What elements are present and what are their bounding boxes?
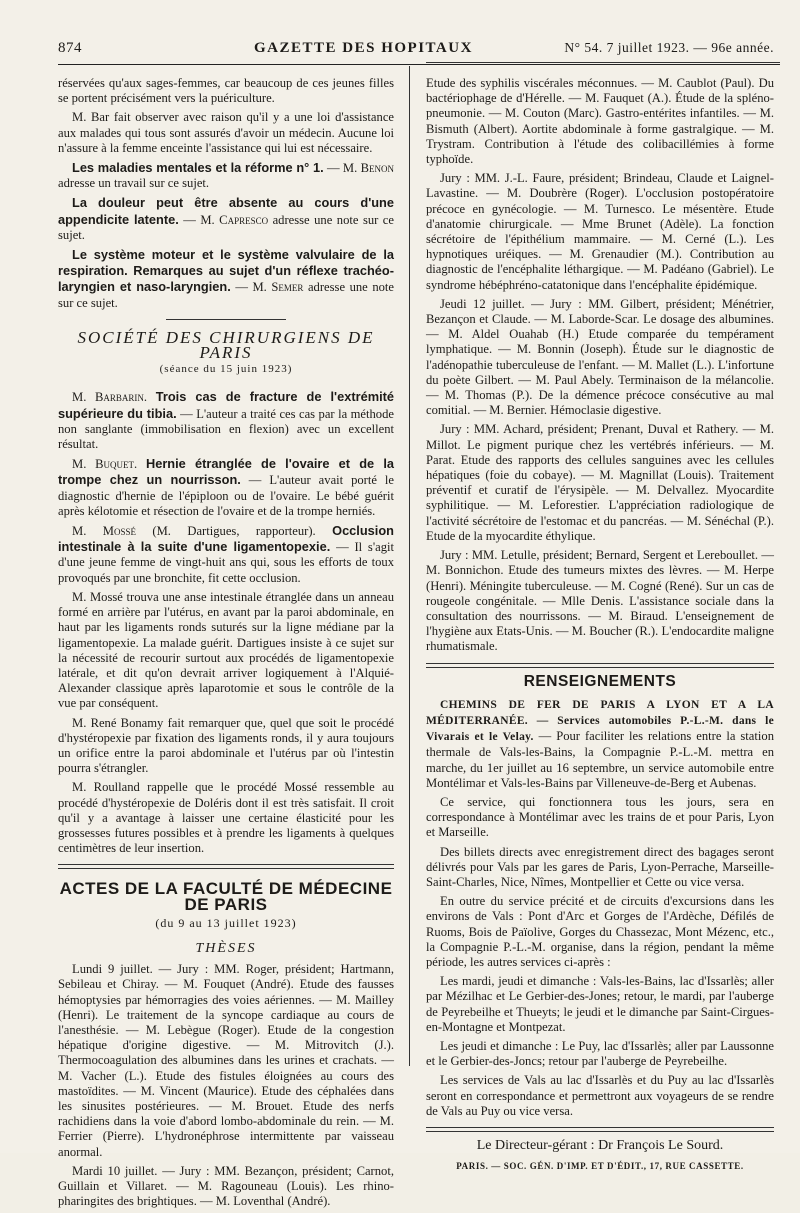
item-title: Trois cas de fracture de l'extrémité supérieure du tibia. [58, 389, 395, 421]
page-header [58, 40, 786, 64]
paragraph: Le système moteur et le système valvulaire de la respiration. Remarques au sujet d'un réflexe trachéo-laryngien et naso-laryngien. — M. Semer adresse une note sur ce sujet. [58, 247, 395, 310]
paragraph: Lundi 9 juillet. — Jury : MM. Roger, président; Hartmann, Sebileau et Chiray. — M. Fouquet (André). Etude des fausses hémoptysies par hémorragies des voies aériennes. — M. Mailley (Henri). Le traitement de la syncope cardiaque au cours de l'anesthésie. — M. Lebègue (Roger). Etude de la congestion hépatique d'origine digestive. — M. Mitrovitch (J.). Thermocoagulation des albumines dans les urines et crachats. — M. Vacher (L.). Etude des fistules éloignées au cours des mastoïdites. — M. Vincent (Maurice). Etude des céphalées dans les sinusites postérieures. — M. Brouet. Etude des nerfs rachidiens dans la voie d'abord lombo-abdominale du rein. — M. Ferrier (Pierre). L'hydronéphrose intermittente par vaisseau anormal. [58, 962, 394, 1159]
section-title: ACTES DE LA FACULTÉ DE MÉDECINE DE PARIS [59, 879, 393, 914]
item-title: Les maladies mentales et la réforme n° 1. [72, 160, 324, 176]
paragraph: réservées qu'aux sages-femmes, car beaucoup de ces jeunes filles se portent précisément vers la puériculture. [58, 76, 394, 106]
paragraph: M. Barbarin. Trois cas de fracture de l'extrémité supérieure du tibia. — L'auteur a traité ces cas par la méthode non sanglante (immobilisation en flexion) avec un excellent résultat. [58, 389, 395, 452]
journal-title: GAZETTE DES HOPITAUX [254, 40, 473, 56]
section-rule [166, 319, 286, 320]
paragraph: M. Mossé trouva une anse intestinale étranglée dans un anneau formé en arrière par l'utérus, en avant par la paroi abdominale, en haut par les ligaments ronds suturés sur la ligne médiane par la ligamentopexie. La malade guérit. Dartigues insiste à ce sujet sur la nécessité de recourir surtout aux procédés de ligamentopexie latérale, et dit qu'on devrait arriver logiquement à l'Alquié-Alexander classique après laparotomie et sous le contrôle de la vue par conséquent. [58, 589, 394, 711]
section-rule [426, 663, 774, 668]
paragraph [426, 697, 774, 791]
item-text: — L'auteur avait porté le diagnostic d'hernie de l'épiploon ou de l'ovaire. Le bébé guérit après kélotomie et résection de l'ovaire et de la trompe herniés. [58, 473, 394, 518]
paragraph: Les mardi, jeudi et dimanche : Vals-les-Bains, lac d'Issarlès; aller par Mézilhac et Le Gerbier-des-Jones; retour, le mardi, par l'auberge de Peyrebeilhe et Thueyts; le jeudi et le dimanche par Saint-Cirgues-en-Montagne et Montpezat. [426, 974, 774, 1034]
reporter: (M. Dartigues, rapporteur). [152, 524, 316, 539]
paragraph: Ce service, qui fonctionnera tous les jours, sera en correspondance à Montélimar avec les trains de et pour Paris, Lyon et Marseille. [426, 794, 774, 840]
paragraph: En outre du service précité et de circuits d'excursions dans les environs de Vals : Pont d'Arc et Gorges de l'Ardèche, Défilés de Ruoms, Bois de Païolive, Gorges du Chassezac, Mont Mézenc, etc., la Compagnie P.-L.-M. organise, dans la région, pendant la même période, les autres services ci-après : [426, 894, 774, 969]
item-title: La douleur peut être absente au cours d'une appendicite latente. [58, 195, 394, 227]
subsection-title: THÈSES [195, 940, 257, 956]
author-name: Barbarin [95, 390, 144, 405]
section-title: RENSEIGNEMENTS [523, 672, 677, 690]
section-subtitle: (séance du 15 juin 1923) [159, 363, 293, 376]
paragraph: La douleur peut être absente au cours d'une appendicite latente. — M. Capresco adresse une note sur ce sujet. [58, 195, 394, 242]
section-rule [58, 864, 394, 869]
author-name: Semer [271, 280, 304, 295]
paragraph: Les maladies mentales et la réforme n° 1. — M. Benon adresse un travail sur ce sujet. [58, 160, 394, 191]
author-name: Capresco [219, 212, 269, 227]
paragraph: M. Buquet. Hernie étranglée de l'ovaire et de la trompe chez un nourrisson. — L'auteur avait porté le diagnostic d'hernie de l'épiploon ou de l'ovaire. Le bébé guérit après kélotomie et résection de l'ovaire et de la trompe herniés. [58, 456, 395, 518]
item-text: adresse une note sur ce sujet. [58, 212, 394, 242]
printer-line: PARIS. — SOC. GÉN. D'IMP. ET D'ÉDIT., 17, RUE CASSETTE. [456, 1161, 744, 1172]
item-title: Hernie étranglée de l'ovaire et de la trompe chez un nourrisson. [58, 456, 395, 488]
column-divider [409, 66, 410, 1066]
item-text: adresse une note sur ce sujet. [58, 280, 395, 310]
item-title: Occlusion intestinale à la suite d'une ligamentopexie. [58, 523, 394, 555]
header-rule [58, 64, 780, 65]
item-title: Le système moteur et le système valvulaire de la respiration. Remarques au sujet d'un réflexe trachéo-laryngien et naso-laryngien. [58, 247, 394, 295]
author-name: Benon [360, 161, 394, 176]
item-text: — Il s'agit d'une jeune femme de vingt-huit ans qui, sous les efforts de toux provoqués par une bronchite, fit cette occlusion. [58, 540, 394, 585]
author-name: Buquet [95, 457, 135, 472]
item-text: — Pour faciliter les relations entre la station thermale de Vals-les-Bains, la Compagnie P.-L.-M. mettra en marche, du 1er juillet au 16 septembre, un service automobile entre Montélimar et Vals-les-Bains par Villeneuve-de-Berg et Aubenas. [426, 729, 774, 790]
paragraph: Mardi 10 juillet. — Jury : MM. Bezançon, président; Carnot, Guillain et Villaret. — M. Ragouneau (Louis). Les rhino-pharingites des brightiques. — M. Loventhal (André). [58, 1163, 394, 1209]
footer-rule [426, 1127, 774, 1132]
director-line: Le Directeur-gérant : Dr François Le Sourd. [476, 1138, 724, 1153]
item-title: CHEMINS DE FER DE PARIS A LYON ET A LA MÉDITERRANÉE. — Services automobiles P.-L.-M. dans le Vivarais et le Velay. [426, 698, 774, 744]
column-top-rule [426, 62, 780, 63]
left-column [58, 76, 394, 1213]
section-subtitle: (du 9 au 13 juillet 1923) [155, 915, 297, 930]
paragraph: Les services de Vals au lac d'Issarlès et du Puy au lac d'Issarlès seront en correspondance et permettront aux voyageurs de se rendre de Vals au Puy ou vice versa. [426, 1073, 774, 1118]
author-name: Mossé [102, 524, 136, 539]
paragraph: Jeudi 12 juillet. — Jury : MM. Gilbert, président; Ménétrier, Bezançon et Claude. — M. Laborde-Scar. Le dosage des albumines. — M. Aldel Ouahab (H.) Etude comparée du tempérament lymphatique. — M. Bonnin (Joseph). Étude sur le diagnostic de l'adénopathie tuberculeuse de l'enfant. — M. Mallet (L.). L'infortune du poète Gilbert. — M. Paul Abely. Terminaison de la mélancolie. — M. Thomas (P.). De la démence précoce consécutive au mal comitial. — M. Bernier. Hémoclasie digestive. [426, 296, 774, 418]
paragraph: Les jeudi et dimanche : Le Puy, lac d'Issarlès; aller par Laussonne et le Gerbier-des-Joncs; retour par l'auberge de Peyrebeilhe. [426, 1038, 774, 1069]
item-text: adresse un travail sur ce sujet. [58, 176, 210, 191]
issue-info: N° 54. 7 juillet 1923. — 96e année. [564, 40, 774, 55]
paragraph: Etude des syphilis viscérales méconnues. — M. Caublot (Paul). Du bactériophage de d'Hérelle. — M. Fauquet (A.). Étude de la spléno-pneumonie. — M. Couton (Marc). Gastro-entérites infantiles. — M. Bismuth (Albert). Aortite abdominale à forme gastralgique. — M. Trystram. Contribution à l'étude des colibacillémies à forme typhoïde. [426, 76, 774, 167]
page-number: 874 [58, 40, 82, 56]
item-text: — L'auteur a traité ces cas par la méthode non sanglante (immobilisation en flexion) avec un excellent résultat. [58, 406, 394, 452]
paragraph: Jury : MM. Letulle, président; Bernard, Sergent et Lereboullet. — M. Bonnichon. Etude des tumeurs mixtes des lèvres. — M. Herpe (Henri). Méningite tuberculeuse. — M. Cogné (René). Sur un cas de rougeole congénitale. — Mlle Denis. L'assistance sociale dans la consultation des nourrissons. — M. Biraud. L'enseignement de l'hygiène aux Etats-Unis. — M. Boucher (R.). L'endocardite maligne rhumatismale. [426, 548, 774, 654]
paragraph: M. Mossé (M. Dartigues, rapporteur). Occlusion intestinale à la suite d'une ligamentopexie. — Il s'agit d'une jeune femme de vingt-huit ans qui, sous les efforts de toux provoqués par une bronchite, fit cette occlusion. [58, 523, 394, 585]
paragraph: Jury : MM. J.-L. Faure, président; Brindeau, Claude et Laignel-Lavastine. — M. Doubrère (Roger). L'occlusion postopératoire précoce en gynécologie. — M. Turnesco. Le mésentère. Etude d'anatomie chirurgicale. — Mme Brunet (Adèle). La fonction sécrétoire de l'épithélium mammaire. — M. Cerné (L.). Les hypnotiques uréiques. — M. Grenaudier (M.). Contribution au diagnostic de l'encéphalite léthargique. — M. Padéano (Gabriel). Le syndrome hébéphréno-catatonique dans l'encéphalite épidémique. [426, 171, 774, 292]
paragraph: M. Bar fait observer avec raison qu'il y a une loi d'assistance aux malades qui tous sont assurés d'avoir un médecin. Aucune loi n'assure à la femme enceinte l'assistance qui lui est nécessaire. [58, 110, 394, 155]
paragraph: Des billets directs avec enregistrement direct des bagages seront délivrés pour Vals par les gares de Paris, Lyon-Perrache, Marseille-Saint-Charles, Nice, Nîmes, Montpellier et Cette ou vice versa. [426, 844, 774, 889]
paragraph: M. Roulland rappelle que le procédé Mossé ressemble au procédé d'hystéropexie de Doléris dont il est très satisfait. Il croit qu'il y a avantage à laisser une certaine élasticité pour les grossesses futures possibles et à prendre les ligaments à quelques centimètres de leur insertion. [58, 780, 394, 856]
section-title: SOCIÉTÉ DES CHIRURGIENS DE PARIS [77, 327, 375, 363]
right-column [426, 76, 774, 1174]
paragraph: Jury : MM. Achard, président; Prenant, Duval et Rathery. — M. Millot. Le pigment purique chez les vertébrés inférieurs. — M. Parat. Etude des rapports des cellules sanguines avec les cellules hépatiques (foie du cobaye). — M. Magnillat (Louis). Traitement préventif et curatif de l'érysipèle. — M. Delvallez. Myocardite syphilitique. — M. Leforestier. L'appréciation radiologique de l'activité sécrétoire de l'estomac et du pancréas. — M. Sénéchal (P.). Etude de la myocardite éthylique. [426, 422, 774, 543]
paragraph: M. René Bonamy fait remarquer que, quel que soit le procédé d'hystéropexie par fixation des ligaments ronds, il y aura toujours un orifice entre la paroi abdominale et l'utérus par où l'intestin pourra s'étrangler. [58, 715, 394, 776]
